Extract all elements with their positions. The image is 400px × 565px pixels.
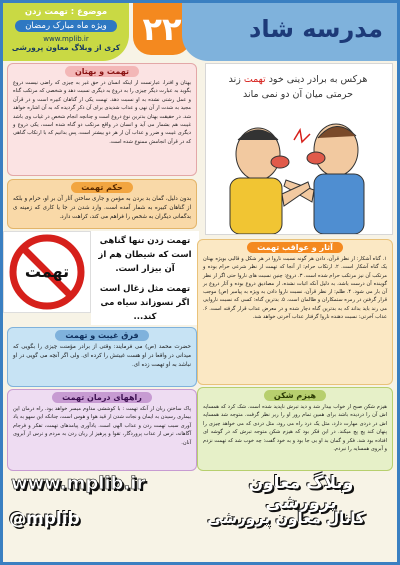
stop-sign-word: تهمت [24,262,70,281]
effects-title: آثار و عواقب تهمت [247,242,343,253]
quotes-panel [91,231,199,325]
special-label: ویژه ماه مبارک رمضان [15,20,117,32]
stop-sign-panel [3,231,91,313]
arguing-men-illustration [206,110,392,234]
header-info-block [3,3,129,61]
issue-number: ۲۲ [133,3,191,55]
caption-highlight: تهمت [243,74,266,85]
remedy-text: پاک ساختن زبان از آنکه تهمت : با کوششی مداوم میسر خواهد بود. راه درمان این بیماری رسیدن به ایمان و نجات شدن از قید هوا و هوس است، چنانکه این سهو به یاد آوری سبب تهمت زدن و عذاب الهی است. یادآوری پیامدهای تهمت، تفکر و فرجام آگاهانه، ترس از عذاب پروردگار، تقوا و پرهیز از زیان زدن به مردم و ترس از آبروی آنان. [13,406,191,446]
story-title: هیزم شکن [264,390,326,401]
website-link[interactable]: www.mplib.ir [43,35,89,43]
remedy-section [7,389,197,471]
page-title: مدرسه شاد [249,15,383,43]
quote-1: تهمت زدن تنها گناهی است که شیطان هم از آن بیزار است. [98,236,192,274]
header-title-block [182,3,397,61]
header [3,3,397,61]
effects-section [197,239,393,385]
meaning-section [7,63,197,176]
difference-title: فرق غیبت و تهمت [55,330,148,341]
ruling-title: حکم تهمت [71,182,133,193]
quote-2: تهمت مثل زغال است اگر نسوزاند سیاه می کند... [99,284,191,322]
illustration-caption [210,72,386,102]
effects-text: ۱. گناه آشکار: از نظر قرآن، دادن هر گونه نسبت ناروا در هر شکل و قالبی بویژه بهتان یک گناه آشکار است. ۲. ارتکاب حرام: از آنجا که تهمت از نظر شرعی حرام بوده و مرتکب آن نیز مرتکب حرام شده است. ۳. دروغ: چنین نسبت های ناروا حتی اگر از نظر گوینده آن درست باشد، به دلیل آنکه اثبات نشده، از مصادیق دروغ بوده و آثار دروغ بر آن بار می شود. ۴. ظلم: از نظر قرآن، نسبت ناروا دادن به ویژه به پیامبر (ص) موجب قرار گرفتن در زمره ستمکاران و ظالمان است. ۵. بدترین گناه: کسی که نسبت ناروایی می زند باید بداند که به بدترین گناه دچار شده و در معرض عذاب قرار گرفته است. ۶. عذاب آخرتی: نسبت دهنده ناروا گرفتار عذاب آخرتی خواهد شد. [203,256,388,321]
caption-line-1: هرکس به برادر دینی خود تهمت زند [228,74,368,85]
meaning-title: تهمت و بهتان [65,66,139,77]
footer-blog-label: وبلاگ معاون پرورشی [248,473,354,513]
difference-text: حضرت محمد (ص) می فرمایند: وقتی از برادر مؤمنت چیزی را بگویی که میدانی در واقعا در او هست غیبتش را کرده ای. ولی اگر آنچه می گویی در او نباشد به او تهمت زده ای. [13,344,191,369]
channel-label: کری از وبلاگ معاون پرورشی [11,43,121,52]
ruling-section [7,179,197,229]
story-section [197,387,393,471]
caption-line-2: حرمتی میان آن دو نمی ماند [242,89,353,100]
footer-channel-label: کانال معاون پرورشی [207,509,365,527]
footer-website-link[interactable]: www.mplib.ir [11,473,146,494]
story-text: هیزم شکن صبح از خواب بیدار شد و دید تبرش ناپدید شده است. شک کرد که همسایه اش آن را دزدیده باشد برای همین تمام روز او را زیر نظر گرفت. متوجه شد همسایه اش در دزدی مهارت دارد، مثل یک دزد راه می رود، مثل دزدی که می خواهد چیزی را پنهان کند پچ پچ میکند. در این فکر بود که هیزم شکن متوجه تبرش که در گوشه ای افتاده بود شد. فکر و گمان بد او بی جا بود و به خود گفت: چه خوب شد که تهمت نزدم و آبروی همسایه را نبردم. [203,404,387,453]
remedy-title: راههای درمان تهمت [52,392,152,403]
difference-section [7,327,197,387]
meaning-text: بهتان و افترا، عبارتست از اینکه انسان در حق غیر به چیزی که راضی نیست دروغ بگوید به عبارت دیگر چیزی را به دروغ به دیگری نسبت دهد و شخصی که مرتکب گناه و عمل زشتی نشده به او نسبت دهد. تهمت یکی از گناهان کبیره است و در قرآن مجید به شدت از آن نهی و عذاب شدیدی برای آن ذکر گردیده که به آن اشاره خواهد شد. در حقیقت بهتان بدترین نوع دروغ است و چنانچه انجام شخص در غیاب وی باشد غیبت هم بشمار می آید و انسان در واقع مرتکب دو گناه شده است، یکی دروغ و دیگری غیبت و ضرر و عذاب آن از هر دو بیشتر است، پس بدانیم که با ارتکاب گناهی که در قرآن انجامش ممنوع شده است. [13,80,191,145]
footer-handle-link[interactable]: @mplib [9,509,80,529]
illustration-panel [205,63,393,235]
topic-label: موضوع : تهمت زدن [24,7,108,17]
ruling-text: بدون دلیل، گمان بد بردن به مؤمن و جاری ساختن آثار آن بر او، حرام و بلکه از گناهان کبیره به شمار آمده است. وارد شدن در جا یا کاری که زمینه ی بدگمانی دیگران به شخص را فراهم می کند، کراهت دارد. [13,196,191,221]
